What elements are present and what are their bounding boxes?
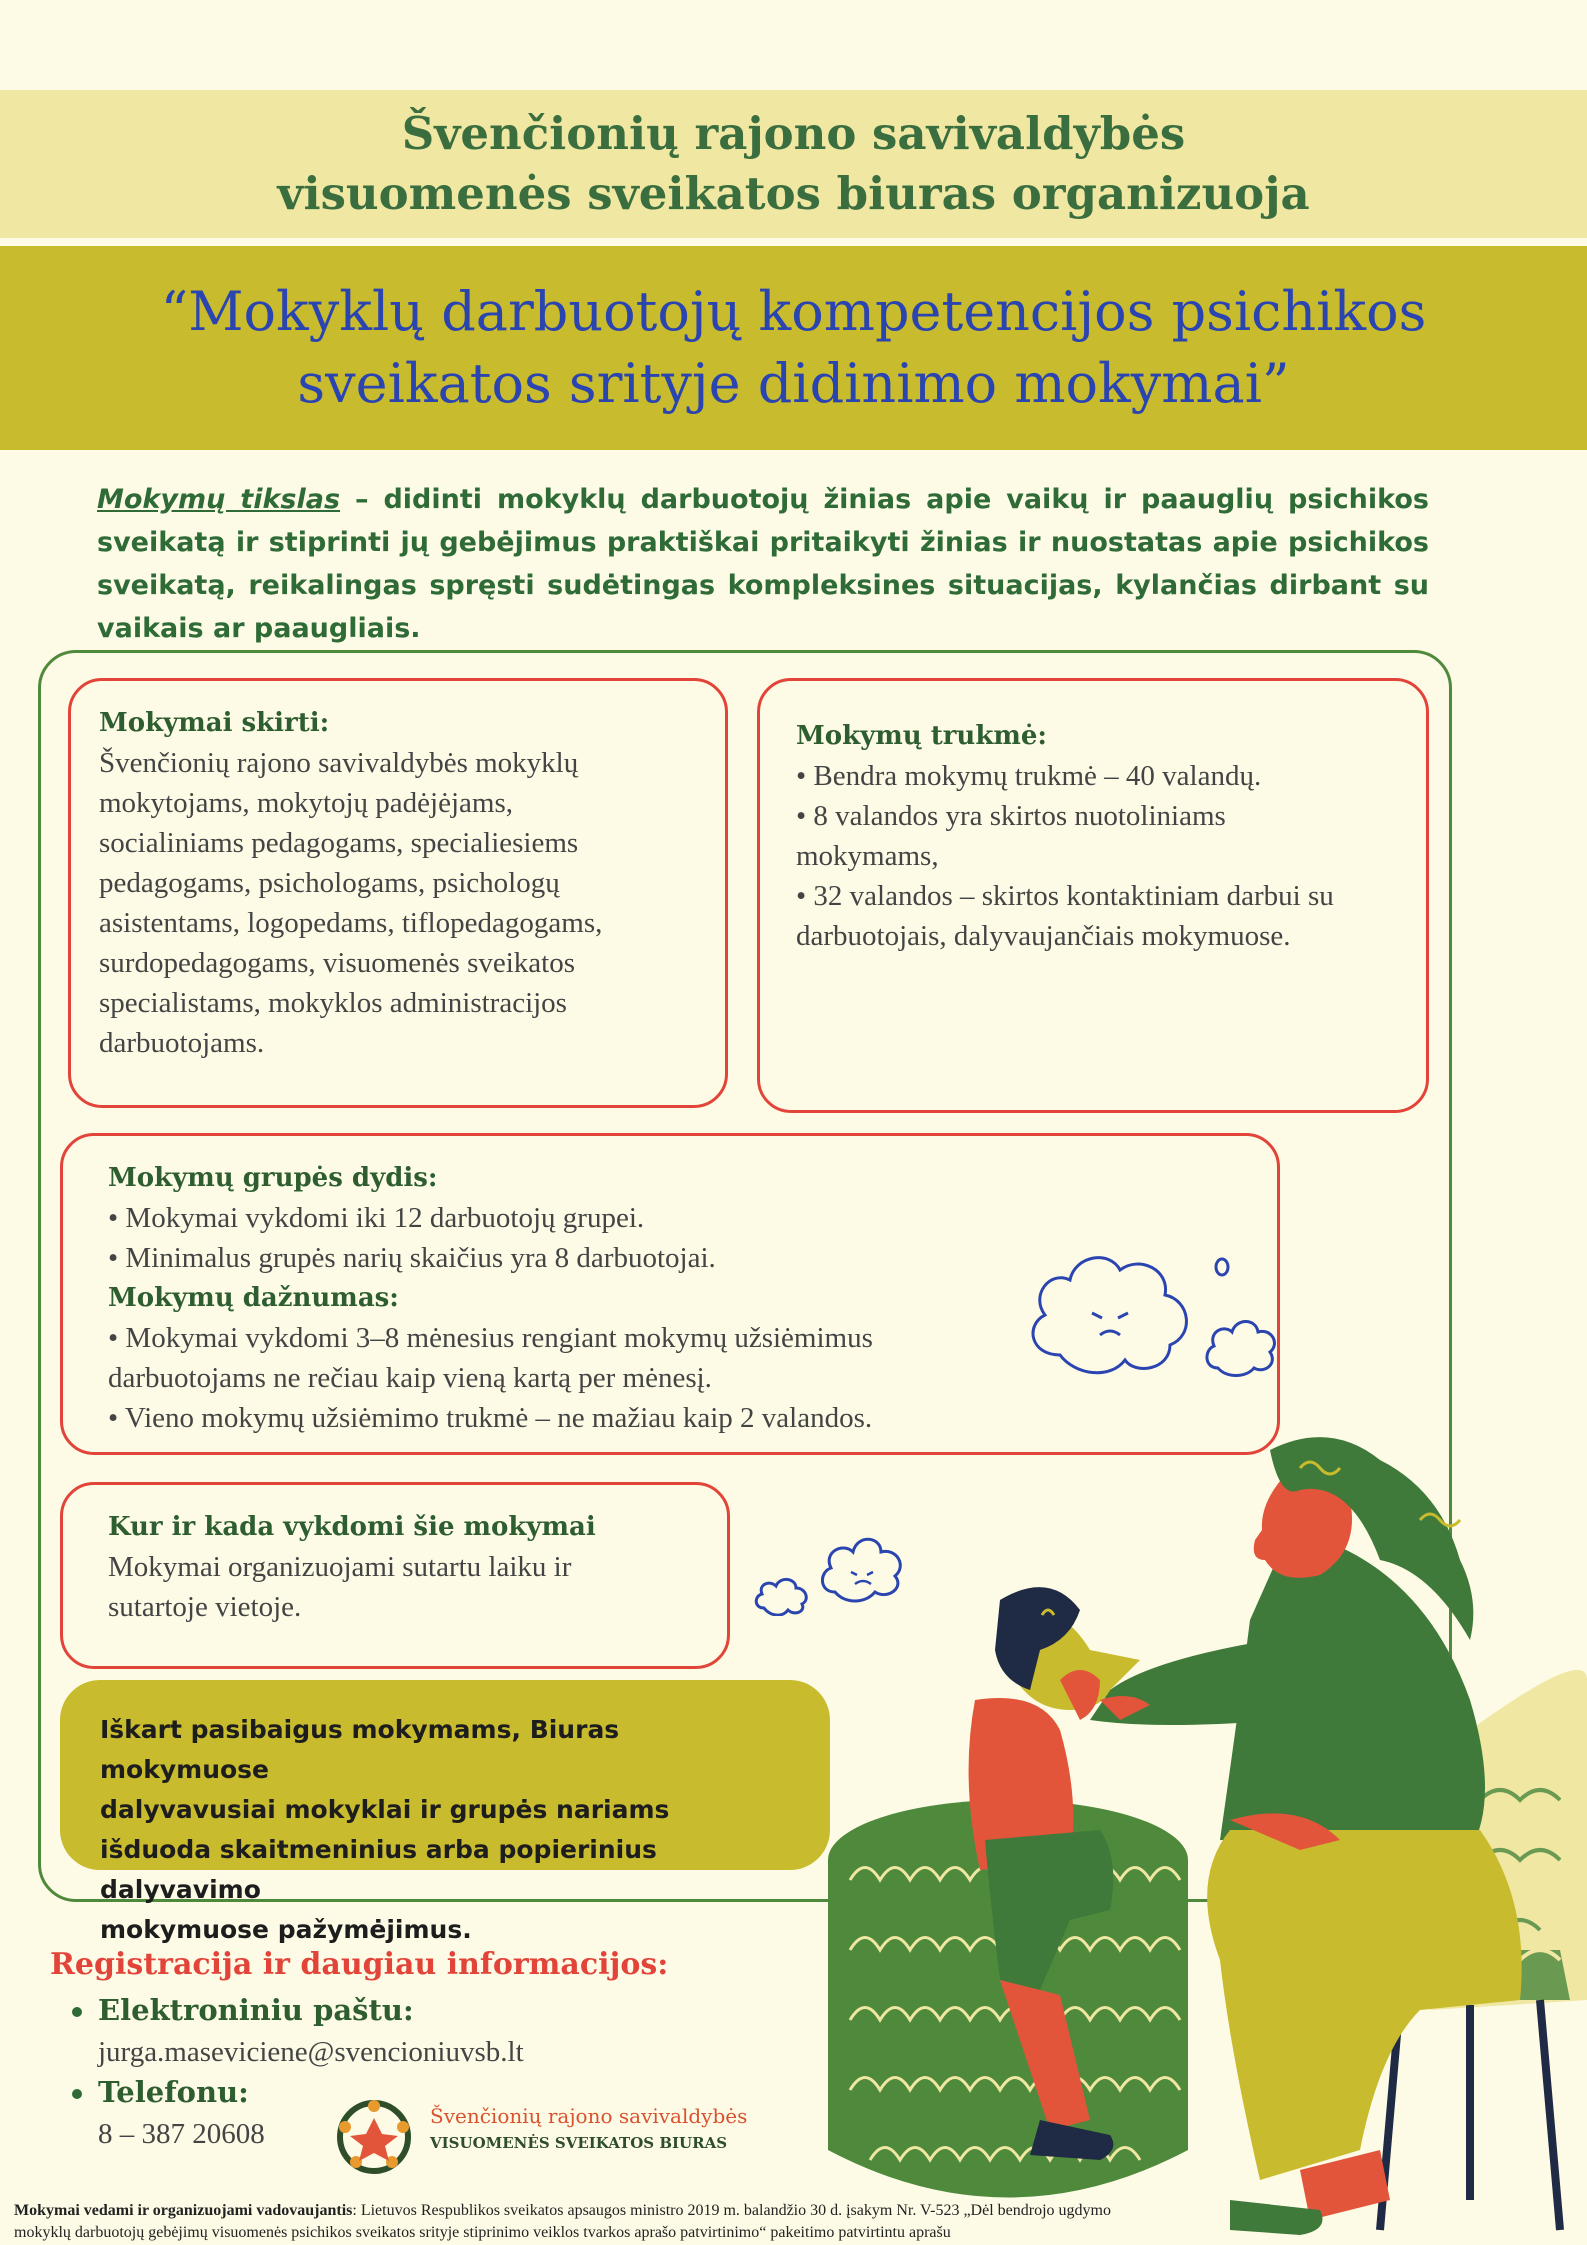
duration-line: mokymams, xyxy=(796,840,939,872)
frequency-line: • Mokymai vykdomi 3–8 mėnesius rengiant mokymų užsiėmimus xyxy=(108,1322,873,1354)
goal-paragraph xyxy=(97,478,1429,650)
organizer-title xyxy=(0,104,1587,224)
duration-line: • 8 valandos yra skirtos nuotoliniams xyxy=(796,800,1226,832)
audience-line: mokytojams, mokytojų padėjėjams, xyxy=(99,787,514,819)
group-size-heading: Mokymų grupės dydis: xyxy=(108,1163,438,1193)
certificate-line: Iškart pasibaigus mokymams, Biuras mokymuose xyxy=(100,1715,620,1784)
frequency-line: darbuotojams ne rečiau kaip vieną kartą per mėnesį. xyxy=(108,1362,712,1394)
organization-logo-icon xyxy=(335,2098,413,2176)
footer-line-1: : Lietuvos Respublikos sveikatos apsaugos ministro 2019 m. balandžio 30 d. įsakym Nr. V-523 „Dėl bendrojo ugdymo xyxy=(352,2202,1111,2219)
certificate-line: dalyvavusiai mokyklai ir grupės nariams xyxy=(100,1795,670,1824)
main-title xyxy=(0,276,1587,420)
main-title-line-1: “Mokyklų darbuotojų kompetencijos psichikos xyxy=(160,280,1427,343)
duration-line: • 32 valandos – skirtos kontaktiniam darbui su xyxy=(796,880,1334,912)
certificate-box xyxy=(60,1680,830,1944)
dot-icon xyxy=(1212,1256,1232,1278)
frequency-heading: Mokymų dažnumas: xyxy=(108,1283,399,1313)
goal-label: Mokymų tikslas xyxy=(97,484,341,515)
phone-label: Telefonu: xyxy=(98,2075,249,2109)
footer-line-2: mokyklų darbuotojų gebėjimų visuomenės psichikos sveikatos srityje stiprinimo veiklos tvarkos aprašo patvirtinimo“ pakeitimo patvirtintu aprašu xyxy=(14,2224,951,2241)
main-title-line-2: sveikatos srityje didinimo mokymai” xyxy=(297,352,1290,415)
duration-heading: Mokymų trukmė: xyxy=(796,721,1047,751)
registration-title: Registracija ir daugiau informacijos: xyxy=(50,1947,669,1982)
logo-name: Švenčionių rajono savivaldybės xyxy=(430,2104,748,2128)
logo-subtitle: VISUOMENĖS SVEIKATOS BIURAS xyxy=(430,2134,728,2152)
audience-card xyxy=(68,678,728,1108)
bullet-icon xyxy=(72,2089,82,2099)
bullet-icon xyxy=(72,2007,82,2017)
footer-note xyxy=(14,2200,1574,2244)
audience-line: asistentams, logopedams, tiflopedagogams, xyxy=(99,907,603,939)
email-label: Elektroniniu paštu: xyxy=(98,1993,414,2027)
organizer-line-1: Švenčionių rajono savivaldybės xyxy=(401,107,1186,160)
group-size-line: • Mokymai vykdomi iki 12 darbuotojų grupei. xyxy=(108,1202,645,1234)
where-card xyxy=(60,1482,730,1669)
organizer-line-2: visuomenės sveikatos biuras organizuoja xyxy=(277,167,1310,220)
illustration-woman-child xyxy=(780,1420,1587,2245)
where-line: Mokymai organizuojami sutartu laiku ir xyxy=(108,1551,572,1583)
phone-number[interactable]: 8 – 387 20608 xyxy=(98,2118,265,2150)
where-line: sutartoje vietoje. xyxy=(108,1591,302,1623)
audience-line: surdopedagogams, visuomenės sveikatos xyxy=(99,947,576,979)
email-link[interactable]: jurga.maseviciene@svencioniuvsb.lt xyxy=(98,2036,524,2068)
footer-bold: Mokymai vedami ir organizuojami vadovaujantis xyxy=(14,2202,353,2219)
goal-text: – didinti mokyklų darbuotojų žinias apie vaikų ir paauglių psichikos sveikatą ir stiprinti jų gebėjimus praktiškai pritaikyti žinias ir nuostatas apie psichikos sveikatą, reikalingas spręsti sudėtingas kompleksines situacijas, kylančias dirbant su vaikais ar paaugliais. xyxy=(97,484,1429,644)
group-size-line: • Minimalus grupės narių skaičius yra 8 darbuotojai. xyxy=(108,1242,716,1274)
audience-line: darbuotojams. xyxy=(99,1027,265,1059)
cloud-small-icon xyxy=(1200,1310,1282,1382)
duration-line: • Bendra mokymų trukmė – 40 valandų. xyxy=(796,760,1262,792)
where-heading: Kur ir kada vykdomi šie mokymai xyxy=(108,1512,596,1542)
duration-line: darbuotojais, dalyvaujančiais mokymuose. xyxy=(796,920,1291,952)
audience-line: socialiniams pedagogams, specialiesiems xyxy=(99,827,579,859)
certificate-line: išduoda skaitmeninius arba popierinius dalyvavimo xyxy=(100,1835,657,1904)
frequency-line: • Vieno mokymų užsiėmimo trukmė – ne mažiau kaip 2 valandos. xyxy=(108,1402,873,1434)
audience-line: pedagogams, psichologams, psichologų xyxy=(99,867,560,899)
cloud-large-icon xyxy=(1020,1235,1200,1385)
audience-line: specialistams, mokyklos administracijos xyxy=(99,987,567,1019)
audience-line: Švenčionių rajono savivaldybės mokyklų xyxy=(99,747,579,779)
certificate-line: mokymuose pažymėjimus. xyxy=(100,1915,472,1944)
audience-heading: Mokymai skirti: xyxy=(99,708,330,738)
duration-card xyxy=(757,678,1429,1113)
